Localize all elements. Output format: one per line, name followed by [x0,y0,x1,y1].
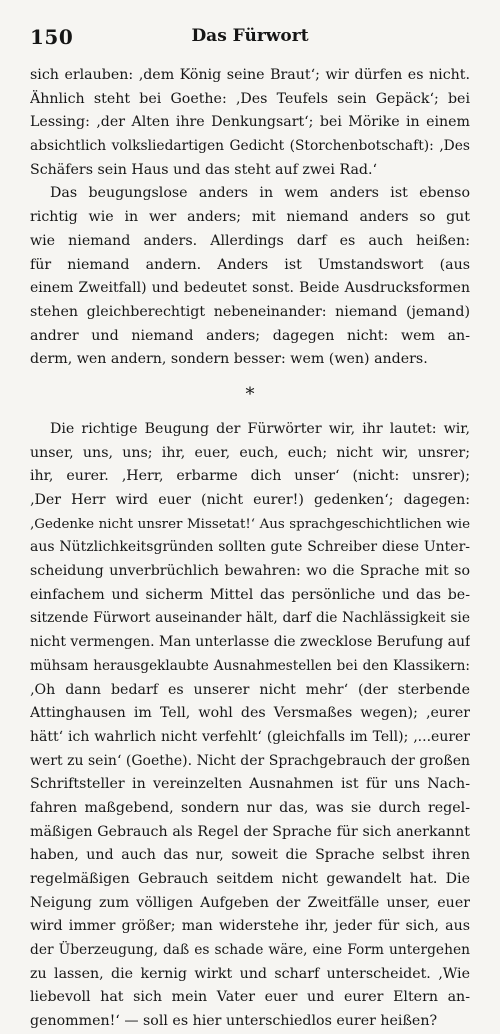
text-line: absichtlich volksliedartigen Gedicht (Storchenbotschaft): ‚Des [30,138,470,155]
page-header [30,25,470,51]
text-line: Lessing: ‚der Alten ihre Denkungsart‘; bei Mörike in einem [30,114,470,131]
text-line: haben, und auch das nur, soweit die Sprache selbst ihren [30,847,470,864]
text-line: einfachem und sicherm Mittel das persönliche und das be- [30,586,470,603]
text-line: einem Zweitfall) und bedeutet sonst. Beide Ausdrucksformen [30,280,470,297]
text-line: wird immer größer; man widerstehe ihr, jeder für sich, aus [30,918,470,935]
text-line: ‚Der Herr wird euer (nicht eurer!) gedenken‘; dagegen: [30,492,470,508]
paragraph-1 [30,64,470,182]
section-divider: * [245,383,255,405]
text-line: liebevoll hat sich mein Vater euer und eurer Eltern an- [30,989,470,1006]
text-line: Schäfers sein Haus und das steht auf zwei Rad.‘ [30,161,378,178]
text-line: wie niemand anders. Allerdings darf es auch heißen: [30,232,470,249]
text-line: sitzende Fürwort auseinander hält, darf die Nachlässigkeit sie [30,610,470,627]
text-line: Neigung zum völligen Aufgeben der Zweitfälle unser, euer [30,894,470,911]
text-line: Schriftsteller in vereinzelten Ausnahmen ist für uns Nach- [30,776,470,793]
text-line: Das beugungslose anders in wem anders ist ebenso [50,185,470,202]
page-number: 150 [30,25,74,49]
text-line: regelmäßigen Gebrauch seitdem nicht gewandelt hat. Die [30,871,470,887]
text-line: mäßigen Gebrauch als Regel der Sprache für sich anerkannt [30,823,470,840]
text-line: sich erlauben: ‚dem König seine Braut‘; wir dürfen es nicht. [30,67,470,83]
text-line: Die richtige Beugung der Fürwörter wir, ihr lautet: wir, [50,420,470,437]
text-line: genommen!‘ — soll es hier unterschiedlos eurer heißen? [30,1013,438,1030]
text-line: mühsam herausgeklaubte Ausnahmestellen bei den Klassikern: [30,657,470,674]
paragraph-3 [30,418,470,1034]
paragraph-2 [30,182,470,372]
text-line: wert zu sein‘ (Goethe). Nicht der Sprachgebrauch der großen [30,752,470,769]
text-line: ‚Oh dann bedarf es unserer nicht mehr‘ (der sterbende [30,681,470,698]
text-line: fahren maßgebend, sondern nur das, was sie durch regel- [30,799,470,816]
text-line: Attinghausen im Tell, wohl des Versmaßes wegen); ‚eurer [30,705,470,722]
text-line: hätt‘ ich wahrlich nicht verfehlt‘ (gleichfalls im Tell); ‚...eurer [30,728,470,745]
text-line: andrer und niemand anders; dagegen nicht: wem an- [30,327,470,344]
text-line: richtig wie in wer anders; mit niemand anders so gut [30,209,470,226]
text-line: Ähnlich steht bei Goethe: ‚Des Teufels sein Gepäck‘; bei [30,90,470,107]
text-line: derm, wen andern, sondern besser: wem (wen) anders. [30,351,428,368]
text-line: für niemand andern. Anders ist Umstandswort (aus [30,256,470,273]
text-line: der Überzeugung, daß es schade wäre, eine Form untergehen [30,942,470,959]
running-head: Das Fürwort [191,26,309,46]
text-line: scheidung unverbrüchlich bewahren: wo die Sprache mit so [30,563,470,580]
text-line: stehen gleichberechtigt nebeneinander: niemand (jemand) [30,303,470,320]
text-line: ihr, eurer. ‚Herr, erbarme dich unser‘ (nicht: unsrer); [30,468,470,485]
text-line: ‚Gedenke nicht unsrer Missetat!‘ Aus sprachgeschichtlichen wie [30,516,470,532]
text-line: aus Nützlichkeitsgründen sollten gute Schreiber diese Unter- [30,539,470,556]
text-line: zu lassen, die kernig wirkt und scharf unterscheidet. ‚Wie [30,965,470,982]
text-line: nicht vermengen. Man unterlasse die zwecklose Berufung auf [30,634,470,651]
text-line: unser, uns, uns; ihr, euer, euch, euch; nicht wir, unsrer; [30,444,470,461]
body-text [30,64,470,1034]
